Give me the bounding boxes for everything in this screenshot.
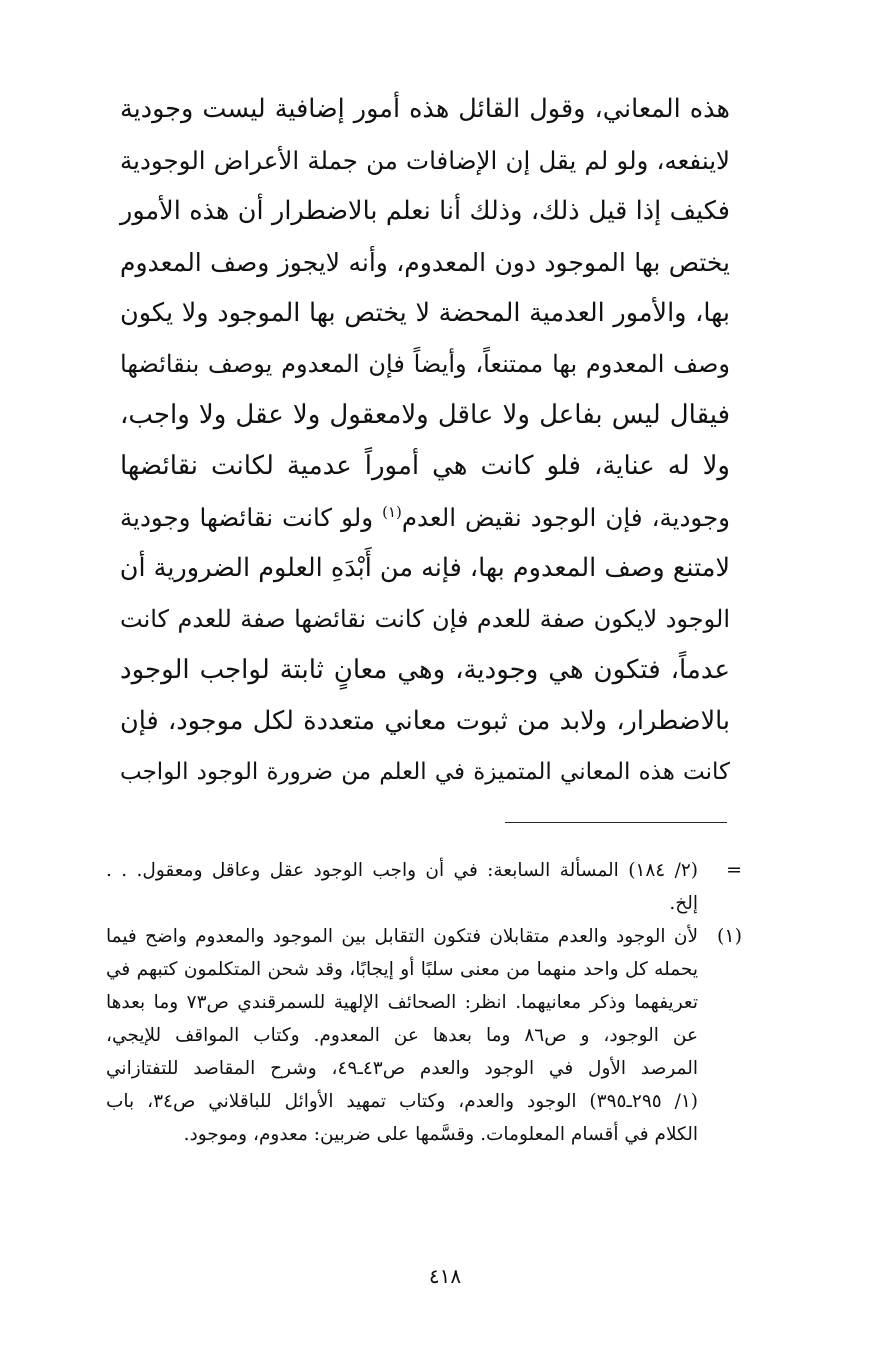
main-line-9-start: وجودية، فإن الوجود نقيض العدم bbox=[401, 503, 730, 532]
main-line-1: هذه المعاني، وقول القائل هذه أمور إضافية ليست وجودية bbox=[120, 94, 730, 124]
footnote-line: عن الوجود، و ص٨٦ وما بعدها عن المعدوم. وكتاب المواقف للإيجي، bbox=[106, 1025, 698, 1046]
footnote-line: إلخ. bbox=[669, 893, 698, 914]
main-line-3: فكيف إذا قيل ذلك، وذلك أنا نعلم بالاضطرار أن هذه الأمور bbox=[120, 196, 730, 226]
footnote-line: (٢/ ١٨٤) المسألة السابعة: في أن واجب الوجود عقل وعاقل ومعقول. . . bbox=[106, 860, 698, 881]
main-line-14: كانت هذه المعاني المتميزة في العلم من ضرورة الوجود الواجب bbox=[120, 759, 730, 785]
main-line-9-end: ولو كانت نقائضها وجودية bbox=[120, 503, 383, 532]
main-line-7: فيقال ليس بفاعل ولا عاقل ولامعقول ولا عقل ولا واجب، bbox=[120, 400, 730, 430]
main-line-6: وصف المعدوم بها ممتنعاً، وأيضاً فإن المعدوم يوصف بنقائضها bbox=[120, 350, 730, 378]
footnote-1-marker: (١) bbox=[716, 925, 742, 947]
footnote-continuation-body bbox=[106, 854, 698, 920]
footnote-line: تعريفهما وذكر معانيهما. انظر: الصحائف الإلهية للسمرقندي ص٧٣ وما بعدها bbox=[106, 992, 698, 1013]
main-line-4: يختص بها الموجود دون المعدوم، وأنه لايجوز وصف المعدوم bbox=[120, 248, 730, 277]
footnote-line: لأن الوجود والعدم متقابلان فتكون التقابل بين الموجود والمعدوم واضح فيما bbox=[106, 926, 698, 947]
main-line-8: ولا له عناية، فلو كانت هي أموراً عدمية لكانت نقائضها bbox=[120, 451, 730, 481]
footnote-continuation bbox=[106, 854, 742, 920]
main-line-5: بها، والأمور العدمية المحضة لا يختص بها الموجود ولا يكون bbox=[120, 298, 730, 328]
footnote-1-body bbox=[106, 920, 698, 1151]
main-line-10: لامتنع وصف المعدوم بها، فإنه من أَبْدَهِ العلوم الضرورية أن bbox=[119, 553, 730, 583]
footnote-line: يحمله كل واحد منهما من معنى سلبًا أو إيجابًا، وقد شحن المتكلمون كتبهم في bbox=[106, 959, 698, 980]
page-number: ٤١٨ bbox=[428, 1264, 462, 1288]
footnote-line: (١/ ٢٩٥ـ٣٩٥) الوجود والعدم، وكتاب تمهيد الأوائل للباقلاني ص٣٤، باب bbox=[106, 1091, 699, 1112]
main-line-9 bbox=[120, 492, 730, 543]
main-line-2: لاينفعه، ولو لم يقل إن الإضافات من جملة الأعراض الوجودية bbox=[120, 146, 730, 175]
main-text bbox=[120, 84, 730, 798]
footnotes bbox=[106, 854, 742, 1151]
footnote-line: المرصد الأول في الوجود والعدم ص٤٣ـ٤٩، وشرح المقاصد للتفتازاني bbox=[106, 1058, 699, 1079]
main-line-13: بالاضطرار، ولابد من ثبوت معاني متعددة لكل موجود، فإن bbox=[120, 706, 730, 736]
main-line-12: عدماً، فتكون هي وجودية، وهي معانٍ ثابتة لواجب الوجود bbox=[120, 655, 730, 685]
footnote-continuation-marker: = bbox=[726, 859, 742, 881]
main-line-11: الوجود لايكون صفة للعدم فإن كانت نقائضها صفة للعدم كانت bbox=[120, 605, 731, 633]
footnote-reference-1[interactable]: (١) bbox=[382, 502, 402, 521]
footnote-line: الكلام في أقسام المعلومات. وقسَّمها على ضربين: معدوم، وموجود. bbox=[183, 1124, 698, 1145]
footnote-separator bbox=[505, 822, 727, 823]
footnote-1 bbox=[106, 920, 742, 1151]
